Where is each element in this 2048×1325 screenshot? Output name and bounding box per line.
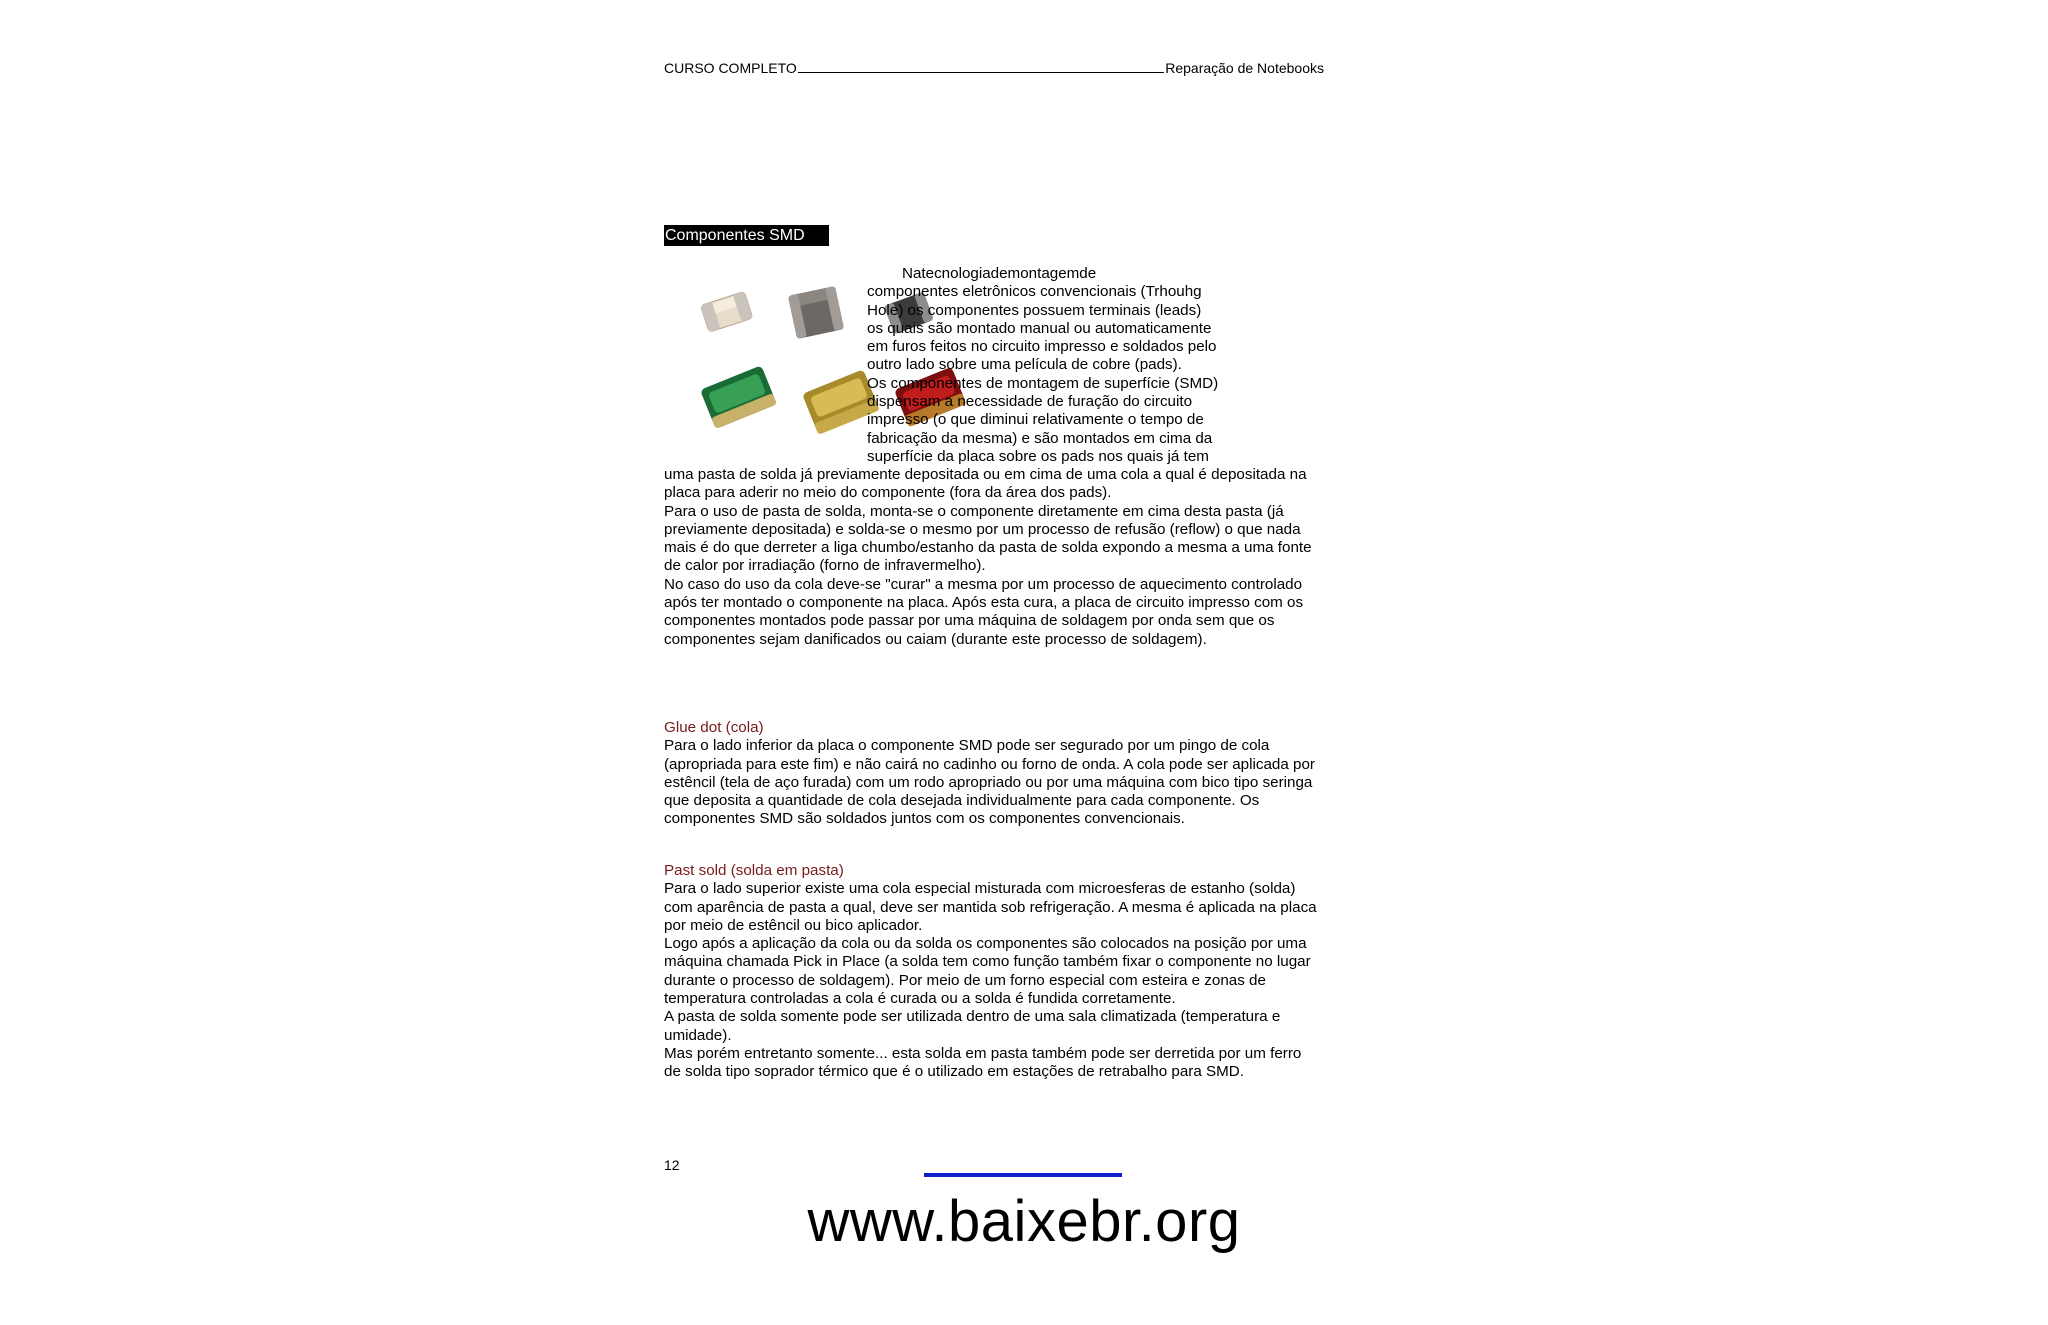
intro-line: Natecnologiademontagemde [902,265,1097,282]
intro-line: superfície da placa sobre os pads nos quais já tem [867,447,1209,465]
intro-line: impresso (o que diminui relativamente o tempo de [867,411,1204,429]
body-line: componentes montados pode passar por uma máquina de soldagem por onda sem que os [664,612,1275,630]
past-line: Para o lado superior existe uma cola especial misturada com microesferas de estanho (solda) [664,880,1296,898]
glue-line: (apropriada para este fim) e não cairá no cadinho ou forno de onda. A cola pode ser aplicada por [664,755,1315,773]
glue-line: estêncil (tela de aço furada) com um rodo apropriado ou por uma máquina com bico tipo seringa [664,773,1313,791]
intro-line: Hole) os componentes possuem terminais (leads) [867,301,1202,319]
intro-line: componentes eletrônicos convencionais (Trhouhg [867,283,1202,301]
intro-paragraph [867,265,1247,466]
body-line: após ter montado o componente na placa. Após esta cura, a placa de circuito impresso com os [664,594,1304,612]
past-line: Mas porém entretanto somente... esta solda em pasta também pode ser derretida por um ferro [664,1044,1302,1062]
past-line: Logo após a aplicação da cola ou da solda os componentes são colocados na posição por uma [664,935,1307,953]
glue-dot-title: Glue dot (cola) [664,719,764,736]
watermark-underline [924,1173,1122,1177]
intro-line: outro lado sobre uma película de cobre (pads). [867,356,1182,374]
intro-line: fabricação da mesma) e são montados em cima da [867,429,1213,447]
past-line: máquina chamada Pick in Place (a solda tem como função também fixar o componente no lugar [664,953,1311,971]
past-line: por meio de estêncil ou bico aplicador. [664,916,923,934]
glue-line: que deposita a quantidade de cola desejada individualmente para cada componente. Os [664,792,1260,810]
past-line: com aparência de pasta a qual, deve ser mantida sob refrigeração. A mesma é aplicada na placa [664,898,1317,916]
past-line: de solda tipo soprador térmico que é o utilizado em estações de retrabalho para SMD. [664,1063,1244,1081]
past-line: umidade). [664,1026,732,1044]
header-right: Reparação de Notebooks [1165,60,1324,76]
header-left: CURSO COMPLETO [664,60,797,76]
body-line: mais é do que derreter a liga chumbo/estanho da pasta de solda expondo a mesma a uma fonte [664,539,1312,557]
intro-line: dispensam a necessidade de furação do circuito [867,393,1193,411]
page-number: 12 [664,1157,680,1173]
body-line: uma pasta de solda já previamente depositada ou em cima de uma cola a qual é depositada na [664,466,1307,483]
intro-line: Os componentes de montagem de superfície (SMD) [867,374,1219,392]
intro-line: em furos feitos no circuito impresso e soldados pelo [867,338,1217,356]
page-header [664,60,1324,76]
body-line: placa para aderir no meio do componente (fora da área dos pads). [664,484,1112,502]
body-line: previamente depositada) e solda-se o mesmo por um processo de refusão (reflow) o que nada [664,520,1301,538]
past-line: A pasta de solda somente pode ser utilizada dentro de uma sala climatizada (temperatura e [664,1008,1281,1026]
body-line: de calor por irradiação (forno de infravermelho). [664,557,986,575]
header-rule [798,61,1164,73]
past-line: durante o processo de soldagem). Por meio de um forno especial com esteira e zonas de [664,971,1266,989]
section-title: Componentes SMD [664,225,829,246]
body-line: componentes sejam danificados ou caiam (durante este processo de soldagem). [664,630,1207,648]
past-line: temperatura controladas a cola é curada ou a solda é fundida corretamente. [664,990,1176,1008]
past-sold-title: Past sold (solda em pasta) [664,862,844,879]
body-paragraph [664,466,1354,649]
glue-line: Para o lado inferior da placa o componente SMD pode ser segurado por um pingo de cola [664,737,1270,755]
body-line: Para o uso de pasta de solda, monta-se o componente diretamente em cima desta pasta (já [664,502,1284,520]
body-line: No caso do uso da cola deve-se "curar" a mesma por um processo de aquecimento controlado [664,575,1303,593]
watermark-url[interactable]: www.baixebr.org [807,1189,1241,1254]
past-sold-section [664,862,1364,1082]
glue-dot-section [664,719,1364,829]
intro-line: os quais são montado manual ou automaticamente [867,319,1212,337]
glue-line: componentes SMD são soldados juntos com os componentes convencionais. [664,810,1185,828]
